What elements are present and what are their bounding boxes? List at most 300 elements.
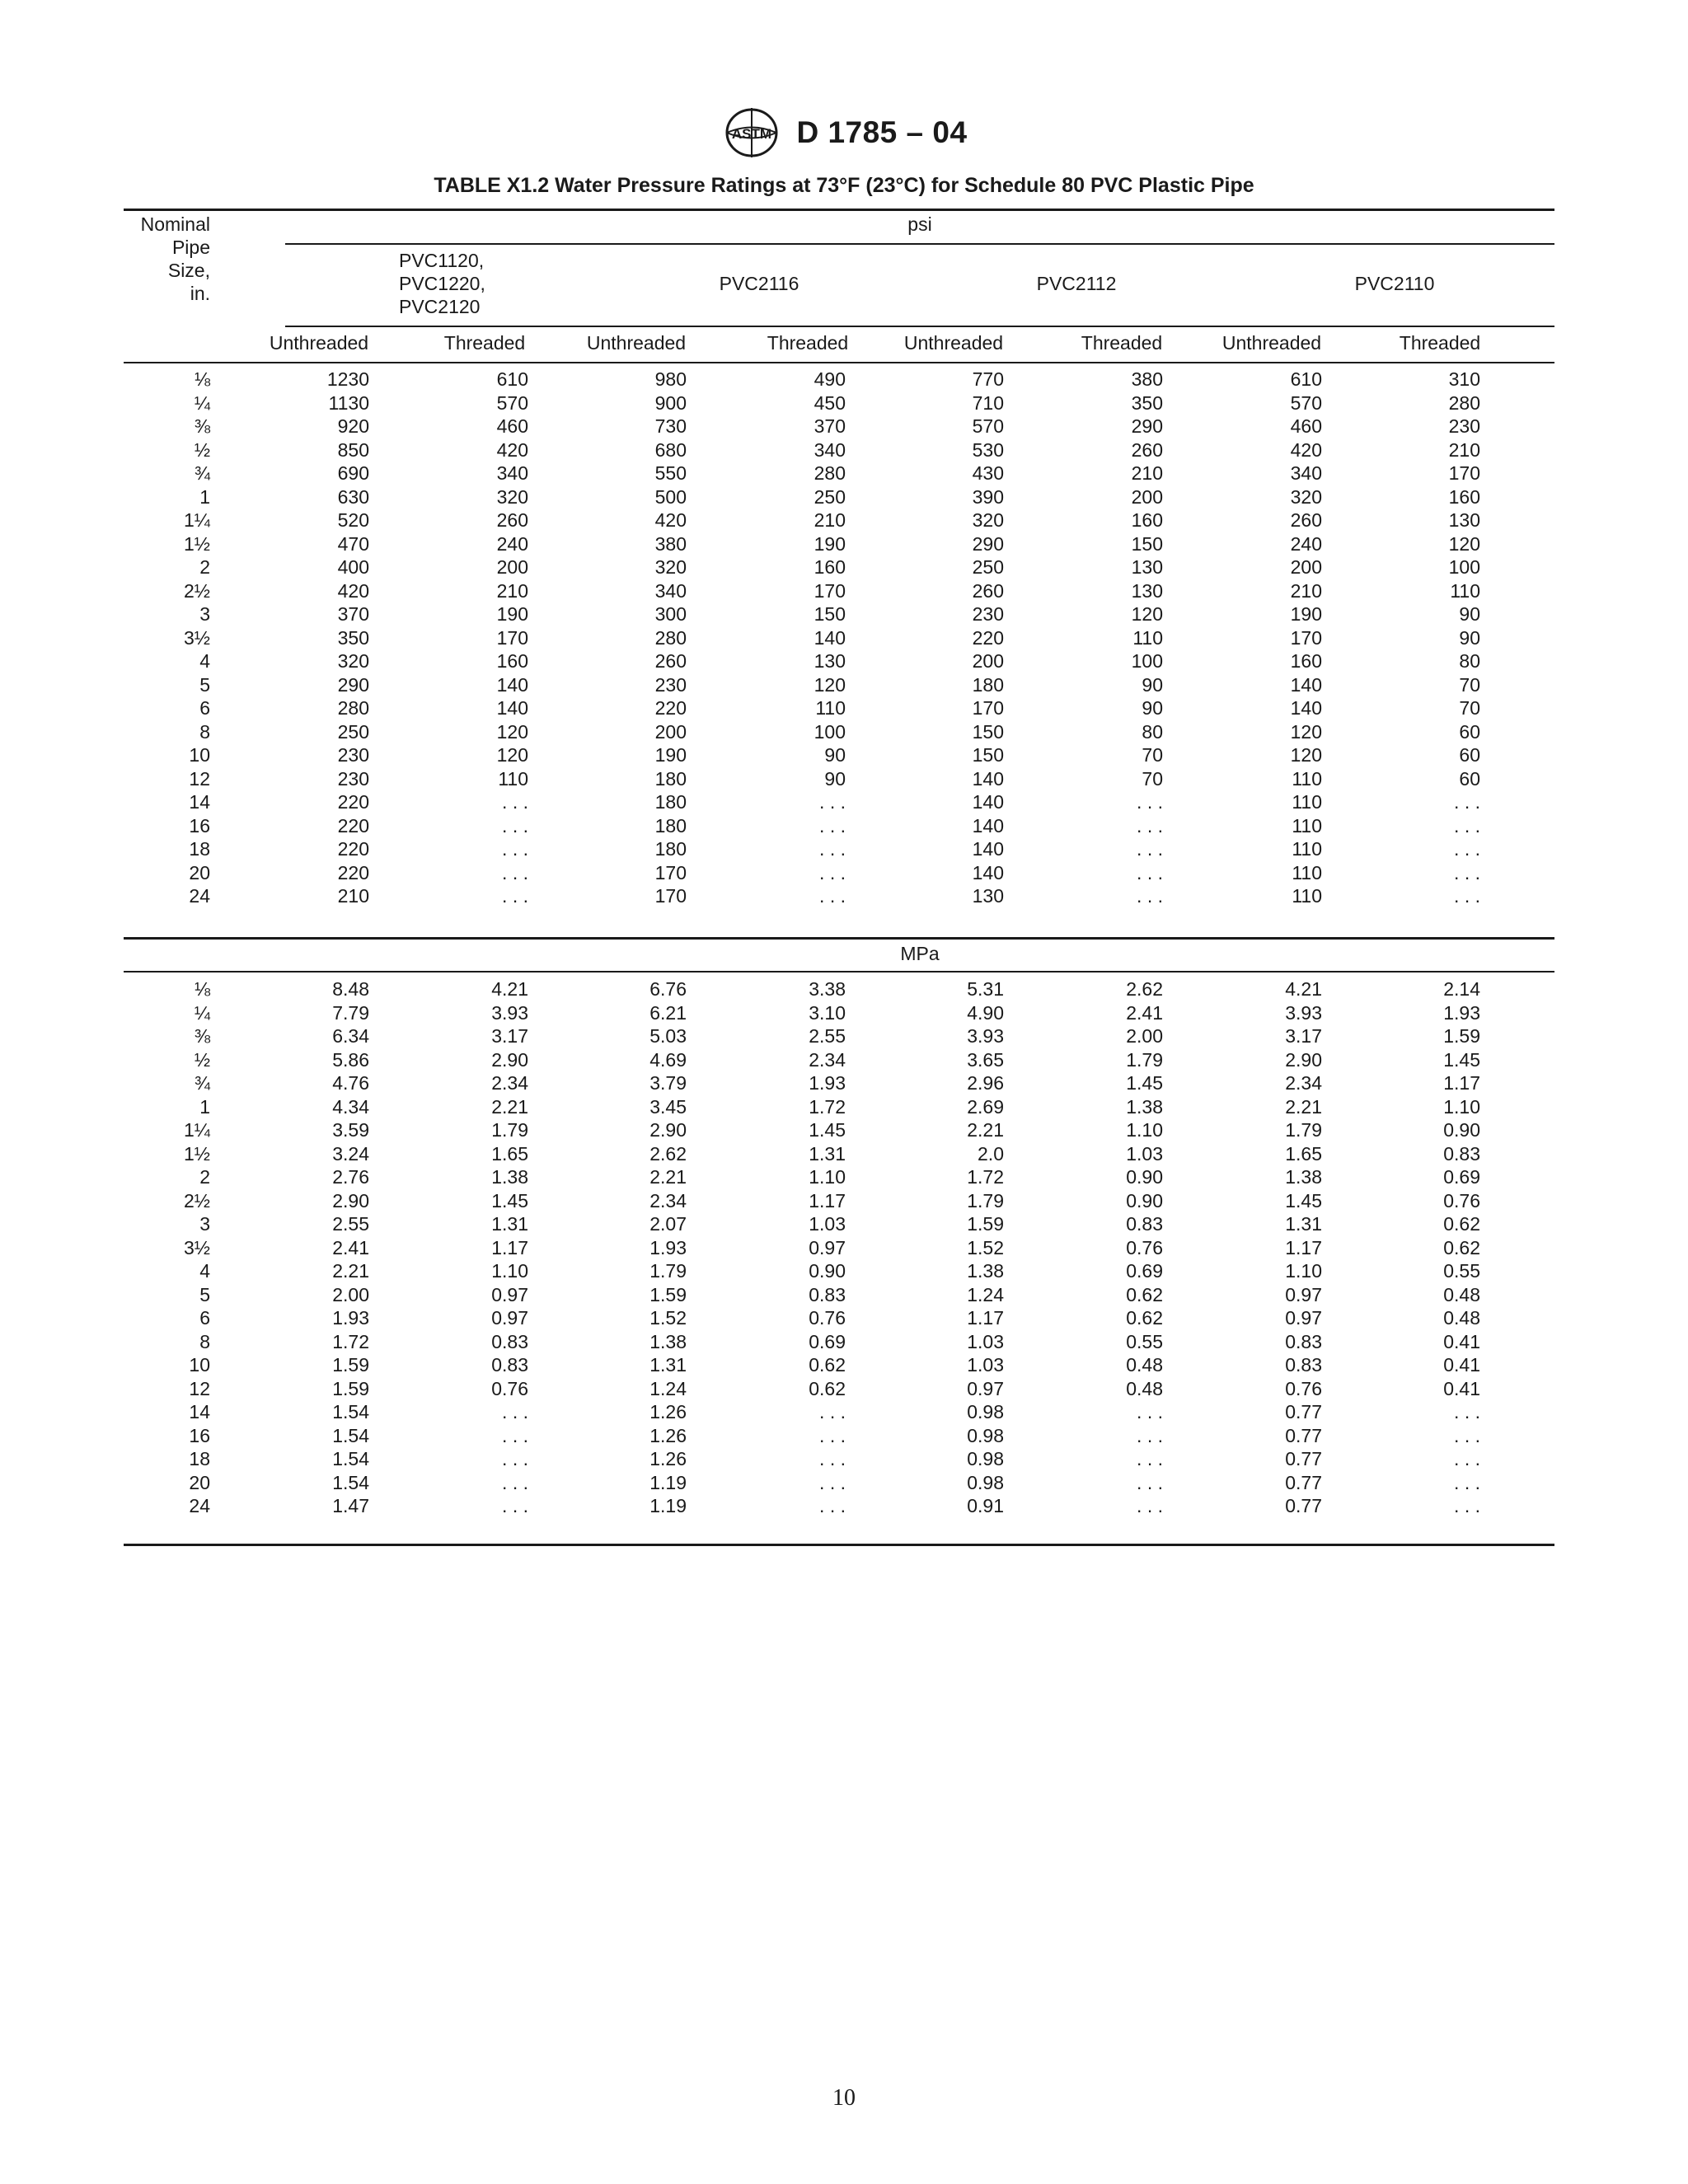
row-size-label: ¾ <box>194 462 210 484</box>
mpa-section-rule <box>124 971 1554 972</box>
psi-group-rule <box>285 243 1554 245</box>
mpa-cell: 2.69 <box>967 1095 1004 1118</box>
mpa-cell: 1.79 <box>1285 1119 1322 1141</box>
mpa-cell: 0.62 <box>1443 1236 1480 1258</box>
psi-cell: 120 <box>1131 603 1163 625</box>
psi-cell: 280 <box>654 626 687 649</box>
mpa-cell: 2.76 <box>332 1166 369 1188</box>
mpa-cell: 1.03 <box>809 1213 846 1235</box>
psi-cell: 230 <box>654 673 687 696</box>
table-bottom-rule <box>124 1544 1554 1546</box>
mpa-cell: 1.93 <box>1443 1001 1480 1024</box>
mpa-cell: 0.76 <box>809 1307 846 1329</box>
mpa-cell: 1.17 <box>809 1189 846 1212</box>
psi-cell: . . . <box>1454 791 1480 813</box>
psi-cell: 120 <box>1290 744 1322 766</box>
mpa-cell: 0.69 <box>1443 1166 1480 1188</box>
psi-cell: 170 <box>1290 626 1322 649</box>
mpa-cell: 0.77 <box>1285 1471 1322 1493</box>
mpa-cell: 1.45 <box>809 1119 846 1141</box>
psi-cell: . . . <box>1454 838 1480 860</box>
psi-cell: 110 <box>1292 814 1322 837</box>
psi-cell: 230 <box>337 767 369 790</box>
psi-cell: 120 <box>1448 532 1480 555</box>
mpa-cell: 5.31 <box>967 978 1004 1000</box>
psi-cell: 250 <box>972 556 1004 578</box>
mpa-cell: 7.79 <box>332 1001 369 1024</box>
mpa-cell: . . . <box>819 1448 846 1469</box>
mpa-cell: 0.90 <box>1126 1189 1163 1212</box>
psi-cell: 240 <box>496 532 528 555</box>
psi-cell: 340 <box>1290 462 1322 484</box>
row-size-label: 1½ <box>184 532 210 555</box>
psi-cell: 570 <box>1290 391 1322 414</box>
mpa-cell: 0.83 <box>1285 1354 1322 1376</box>
mpa-cell: 2.07 <box>649 1213 687 1235</box>
psi-cell: 140 <box>972 838 1004 860</box>
psi-cell: 160 <box>1131 509 1163 531</box>
psi-cell: 60 <box>1459 767 1480 790</box>
mpa-cell: 0.62 <box>1126 1307 1163 1329</box>
psi-cell: 180 <box>654 791 687 813</box>
column-subheader: Threaded <box>1399 332 1481 354</box>
mpa-cell: 1.19 <box>649 1471 687 1493</box>
row-size-label: 12 <box>189 1377 210 1399</box>
psi-cell: 920 <box>337 415 369 437</box>
psi-cell: 340 <box>814 438 846 461</box>
psi-cell: 110 <box>498 767 528 790</box>
row-size-label: 6 <box>199 1307 210 1329</box>
mpa-cell: 4.21 <box>1285 978 1322 1000</box>
psi-cell: 120 <box>814 673 846 696</box>
mpa-cell: 1.03 <box>967 1354 1004 1376</box>
mpa-cell: 2.62 <box>649 1142 687 1165</box>
mpa-cell: 0.41 <box>1443 1377 1480 1399</box>
mpa-cell: . . . <box>502 1401 528 1422</box>
row-size-label: 18 <box>189 1448 210 1469</box>
column-subheader: Threaded <box>767 332 849 354</box>
mpa-cell: 0.97 <box>1285 1307 1322 1329</box>
mpa-cell: 0.97 <box>809 1236 846 1258</box>
psi-cell: 70 <box>1459 697 1480 719</box>
mpa-cell: 3.10 <box>809 1001 846 1024</box>
row-size-label: 24 <box>189 885 210 907</box>
mpa-cell: 1.72 <box>967 1166 1004 1188</box>
row-size-label: 8 <box>199 1330 210 1352</box>
psi-cell: 250 <box>814 485 846 508</box>
psi-cell: 500 <box>654 485 687 508</box>
mpa-cell: . . . <box>1454 1471 1480 1493</box>
psi-cell: . . . <box>502 814 528 837</box>
mpa-cell: 1.17 <box>1285 1236 1322 1258</box>
mpa-cell: 0.97 <box>1285 1283 1322 1305</box>
mpa-cell: . . . <box>502 1471 528 1493</box>
mpa-cell: 1.59 <box>332 1354 369 1376</box>
psi-cell: . . . <box>1454 814 1480 837</box>
psi-cell: 490 <box>814 368 846 390</box>
psi-cell: 380 <box>654 532 687 555</box>
mpa-cell: 8.48 <box>332 978 369 1000</box>
mpa-label: MPa <box>900 943 940 964</box>
mpa-cell: 1.79 <box>649 1260 687 1282</box>
mpa-cell: 1.17 <box>967 1307 1004 1329</box>
mpa-cell: 2.21 <box>491 1095 528 1118</box>
psi-cell: 210 <box>337 885 369 907</box>
psi-cell: 260 <box>1290 509 1322 531</box>
mpa-cell: 1.26 <box>649 1401 687 1422</box>
row-size-label: ⅛ <box>194 368 210 390</box>
mpa-cell: . . . <box>1137 1401 1163 1422</box>
mpa-cell: 2.21 <box>1285 1095 1322 1118</box>
mpa-cell: 1.59 <box>967 1213 1004 1235</box>
mpa-cell: 2.34 <box>809 1048 846 1071</box>
psi-cell: . . . <box>1137 838 1163 860</box>
psi-cell: 420 <box>496 438 528 461</box>
psi-cell: . . . <box>819 885 846 907</box>
mpa-cell: 1.59 <box>332 1377 369 1399</box>
mpa-cell: 3.79 <box>649 1072 687 1094</box>
psi-cell: 610 <box>1290 368 1322 390</box>
table-top-rule <box>124 209 1554 211</box>
psi-cell: 170 <box>814 579 846 602</box>
psi-cell: 180 <box>654 838 687 860</box>
mpa-cell: 2.0 <box>978 1142 1004 1165</box>
psi-cell: 60 <box>1459 720 1480 743</box>
psi-cell: 200 <box>496 556 528 578</box>
mpa-cell: 3.17 <box>1285 1025 1322 1047</box>
psi-cell: 100 <box>1131 650 1163 672</box>
mpa-cell: . . . <box>1137 1495 1163 1516</box>
mpa-cell: 1.47 <box>332 1495 369 1516</box>
psi-cell: 140 <box>972 814 1004 837</box>
psi-cell: 430 <box>972 462 1004 484</box>
mpa-cell: 0.76 <box>1285 1377 1322 1399</box>
psi-cell: . . . <box>502 838 528 860</box>
psi-cell: 520 <box>337 509 369 531</box>
mpa-section-top-rule <box>124 937 1554 940</box>
mpa-cell: 2.34 <box>649 1189 687 1212</box>
mpa-cell: 1.19 <box>649 1495 687 1516</box>
psi-cell: 470 <box>337 532 369 555</box>
mpa-cell: 6.21 <box>649 1001 687 1024</box>
psi-cell: 100 <box>1448 556 1480 578</box>
mpa-cell: 1.45 <box>491 1189 528 1212</box>
mpa-cell: 0.48 <box>1126 1354 1163 1376</box>
column-subheader: Threaded <box>443 332 526 354</box>
psi-cell: 180 <box>972 673 1004 696</box>
psi-cell: 190 <box>814 532 846 555</box>
mpa-cell: 1.31 <box>1285 1213 1322 1235</box>
psi-cell: 190 <box>654 744 687 766</box>
psi-cell: 110 <box>1292 861 1322 883</box>
mpa-cell: 4.76 <box>332 1072 369 1094</box>
mpa-cell: 1.10 <box>809 1166 846 1188</box>
psi-cell: 140 <box>972 861 1004 883</box>
mpa-cell: 2.55 <box>809 1025 846 1047</box>
row-size-label: ¾ <box>194 1072 210 1094</box>
mpa-cell: 1.38 <box>967 1260 1004 1282</box>
mpa-cell: 2.41 <box>332 1236 369 1258</box>
mpa-cell: 1.93 <box>809 1072 846 1094</box>
group-header: PVC2112 <box>1036 273 1117 294</box>
row-size-label: ¼ <box>194 1001 210 1024</box>
mpa-cell: 0.48 <box>1126 1377 1163 1399</box>
stub-header-line: in. <box>190 283 210 304</box>
mpa-cell: 2.34 <box>1285 1072 1322 1094</box>
mpa-cell: 2.14 <box>1443 978 1480 1000</box>
psi-cell: 680 <box>654 438 687 461</box>
mpa-cell: 1.54 <box>332 1401 369 1422</box>
psi-cell: 280 <box>1448 391 1480 414</box>
psi-cell: 140 <box>972 791 1004 813</box>
mpa-cell: 1.65 <box>1285 1142 1322 1165</box>
column-subheader: Unthreaded <box>903 332 1004 354</box>
row-size-label: 24 <box>189 1495 210 1516</box>
mpa-cell: 0.83 <box>1285 1330 1322 1352</box>
mpa-cell: 2.90 <box>332 1189 369 1212</box>
mpa-cell: 1.72 <box>809 1095 846 1118</box>
psi-cell: 390 <box>972 485 1004 508</box>
psi-cell: 380 <box>1131 368 1163 390</box>
mpa-cell: 2.55 <box>332 1213 369 1235</box>
row-size-label: 3 <box>199 603 210 625</box>
mpa-cell: . . . <box>1454 1401 1480 1422</box>
document-id: D 1785 – 04 <box>796 115 968 149</box>
mpa-cell: 0.76 <box>1126 1236 1163 1258</box>
stub-header-line: Pipe <box>171 237 210 258</box>
mpa-cell: 4.69 <box>649 1048 687 1071</box>
psi-cell: 450 <box>814 391 846 414</box>
column-header-rule <box>124 362 1554 363</box>
group-header: PVC2116 <box>719 273 799 294</box>
psi-cell: 90 <box>824 767 846 790</box>
psi-cell: 280 <box>337 697 369 719</box>
mpa-cell: 3.59 <box>332 1119 369 1141</box>
psi-cell: 110 <box>1292 838 1322 860</box>
mpa-cell: 0.83 <box>491 1354 528 1376</box>
group-header-rule <box>285 326 1554 327</box>
row-size-label: 4 <box>199 1260 210 1282</box>
mpa-cell: . . . <box>1454 1448 1480 1469</box>
psi-cell: 170 <box>496 626 528 649</box>
mpa-cell: 1.79 <box>1126 1048 1163 1071</box>
mpa-cell: 1.52 <box>649 1307 687 1329</box>
mpa-cell: 1.26 <box>649 1424 687 1446</box>
mpa-cell: 0.48 <box>1443 1283 1480 1305</box>
mpa-cell: 1.38 <box>649 1330 687 1352</box>
mpa-cell: 0.98 <box>967 1401 1004 1422</box>
mpa-cell: 0.77 <box>1285 1424 1322 1446</box>
psi-cell: 130 <box>1448 509 1480 531</box>
mpa-cell: 0.83 <box>809 1283 846 1305</box>
psi-cell: 160 <box>1448 485 1480 508</box>
row-size-label: 1½ <box>184 1142 210 1165</box>
mpa-cell: 0.41 <box>1443 1354 1480 1376</box>
mpa-cell: 0.83 <box>491 1330 528 1352</box>
row-size-label: 4 <box>199 650 210 672</box>
psi-cell: 730 <box>654 415 687 437</box>
psi-cell: 260 <box>654 650 687 672</box>
psi-cell: . . . <box>819 861 846 883</box>
mpa-cell: 0.62 <box>1443 1213 1480 1235</box>
row-size-label: 5 <box>199 1283 210 1305</box>
psi-cell: 900 <box>654 391 687 414</box>
psi-cell: 200 <box>1131 485 1163 508</box>
page-header <box>0 105 1688 160</box>
mpa-cell: 2.21 <box>332 1260 369 1282</box>
mpa-cell: 1.03 <box>1126 1142 1163 1165</box>
row-size-label: 14 <box>189 791 210 813</box>
mpa-cell: 4.90 <box>967 1001 1004 1024</box>
mpa-cell: 1.17 <box>491 1236 528 1258</box>
psi-cell: 170 <box>1448 462 1480 484</box>
row-size-label: 20 <box>189 861 210 883</box>
psi-cell: . . . <box>1137 861 1163 883</box>
mpa-cell: 2.21 <box>649 1166 687 1188</box>
mpa-cell: 0.98 <box>967 1448 1004 1469</box>
mpa-cell: 0.55 <box>1126 1330 1163 1352</box>
mpa-cell: 3.45 <box>649 1095 687 1118</box>
mpa-cell: 1.72 <box>332 1330 369 1352</box>
mpa-cell: 0.77 <box>1285 1448 1322 1469</box>
psi-cell: 130 <box>814 650 846 672</box>
row-size-label: 16 <box>189 814 210 837</box>
psi-cell: . . . <box>819 791 846 813</box>
row-size-label: ⅜ <box>194 1025 210 1047</box>
row-size-label: 6 <box>199 697 210 719</box>
psi-cell: 420 <box>337 579 369 602</box>
psi-cell: 170 <box>654 885 687 907</box>
psi-cell: 980 <box>654 368 687 390</box>
psi-cell: 110 <box>1450 579 1480 602</box>
mpa-cell: 1.03 <box>967 1330 1004 1352</box>
psi-cell: 150 <box>972 744 1004 766</box>
psi-label: psi <box>907 213 932 235</box>
psi-cell: 200 <box>654 720 687 743</box>
psi-cell: 120 <box>496 744 528 766</box>
mpa-cell: 1.45 <box>1443 1048 1480 1071</box>
psi-cell: 630 <box>337 485 369 508</box>
psi-cell: 420 <box>654 509 687 531</box>
group-header-line: PVC1120, <box>399 250 485 271</box>
psi-cell: 190 <box>496 603 528 625</box>
row-size-label: 14 <box>189 1401 210 1422</box>
psi-cell: 110 <box>815 697 846 719</box>
psi-cell: . . . <box>819 814 846 837</box>
row-size-label: 16 <box>189 1424 210 1446</box>
mpa-cell: 1.54 <box>332 1448 369 1469</box>
row-size-label: 3 <box>199 1213 210 1235</box>
psi-cell: 220 <box>972 626 1004 649</box>
psi-cell: 370 <box>814 415 846 437</box>
mpa-cell: 1.17 <box>1443 1072 1480 1094</box>
psi-cell: 200 <box>972 650 1004 672</box>
psi-cell: 530 <box>972 438 1004 461</box>
row-size-label: 10 <box>189 1354 210 1376</box>
psi-cell: 140 <box>496 673 528 696</box>
mpa-cell: 0.55 <box>1443 1260 1480 1282</box>
mpa-cell: . . . <box>819 1495 846 1516</box>
psi-cell: 130 <box>972 885 1004 907</box>
psi-cell: 90 <box>1459 626 1480 649</box>
mpa-cell: . . . <box>819 1471 846 1493</box>
psi-cell: . . . <box>819 838 846 860</box>
mpa-cell: 0.97 <box>491 1283 528 1305</box>
mpa-cell: 1.54 <box>332 1424 369 1446</box>
mpa-cell: . . . <box>502 1424 528 1446</box>
column-subheader: Unthreaded <box>269 332 369 354</box>
psi-cell: . . . <box>502 791 528 813</box>
logo-lettering: ASTM <box>732 126 772 142</box>
mpa-cell: 1.10 <box>491 1260 528 1282</box>
mpa-cell: 2.90 <box>491 1048 528 1071</box>
mpa-cell: 0.62 <box>1126 1283 1163 1305</box>
mpa-cell: 1.93 <box>332 1307 369 1329</box>
psi-cell: 210 <box>496 579 528 602</box>
psi-cell: 140 <box>1290 697 1322 719</box>
psi-cell: 220 <box>337 838 369 860</box>
psi-cell: 90 <box>1142 697 1163 719</box>
psi-cell: 70 <box>1142 767 1163 790</box>
mpa-cell: 5.03 <box>649 1025 687 1047</box>
stub-header-line: Nominal <box>140 213 210 235</box>
mpa-cell: 1.31 <box>491 1213 528 1235</box>
mpa-cell: 3.93 <box>491 1001 528 1024</box>
mpa-cell: 1.59 <box>649 1283 687 1305</box>
psi-cell: 290 <box>972 532 1004 555</box>
psi-cell: 220 <box>654 697 687 719</box>
psi-cell: 320 <box>1290 485 1322 508</box>
psi-cell: 150 <box>814 603 846 625</box>
psi-cell: 460 <box>1290 415 1322 437</box>
mpa-cell: 3.93 <box>967 1025 1004 1047</box>
mpa-cell: 1.31 <box>809 1142 846 1165</box>
mpa-cell: 1.45 <box>1285 1189 1322 1212</box>
psi-cell: . . . <box>1137 791 1163 813</box>
mpa-cell: 5.86 <box>332 1048 369 1071</box>
psi-cell: 570 <box>496 391 528 414</box>
psi-cell: 320 <box>496 485 528 508</box>
psi-cell: 610 <box>496 368 528 390</box>
mpa-cell: . . . <box>502 1495 528 1516</box>
psi-cell: 240 <box>1290 532 1322 555</box>
mpa-cell: 0.90 <box>1443 1119 1480 1141</box>
row-size-label: 3½ <box>184 1236 210 1258</box>
psi-cell: . . . <box>502 885 528 907</box>
page-number: 10 <box>832 2085 856 2111</box>
mpa-cell: 0.91 <box>967 1495 1004 1516</box>
mpa-cell: 2.96 <box>967 1072 1004 1094</box>
mpa-cell: 0.62 <box>809 1377 846 1399</box>
psi-cell: 150 <box>1131 532 1163 555</box>
psi-cell: . . . <box>1454 861 1480 883</box>
table-title: TABLE X1.2 Water Pressure Ratings at 73°F (23°C) for Schedule 80 PVC Plastic Pipe <box>434 174 1254 197</box>
mpa-cell: 1.79 <box>491 1119 528 1141</box>
mpa-cell: 0.41 <box>1443 1330 1480 1352</box>
mpa-cell: 1.52 <box>967 1236 1004 1258</box>
mpa-cell: 0.48 <box>1443 1307 1480 1329</box>
psi-cell: 140 <box>972 767 1004 790</box>
mpa-cell: 1.79 <box>967 1189 1004 1212</box>
psi-cell: 70 <box>1459 673 1480 696</box>
psi-cell: 340 <box>654 579 687 602</box>
psi-cell: 120 <box>1290 720 1322 743</box>
psi-cell: 260 <box>972 579 1004 602</box>
mpa-cell: 1.65 <box>491 1142 528 1165</box>
mpa-cell: . . . <box>1137 1424 1163 1446</box>
mpa-cell: . . . <box>1454 1495 1480 1516</box>
psi-cell: 110 <box>1292 791 1322 813</box>
